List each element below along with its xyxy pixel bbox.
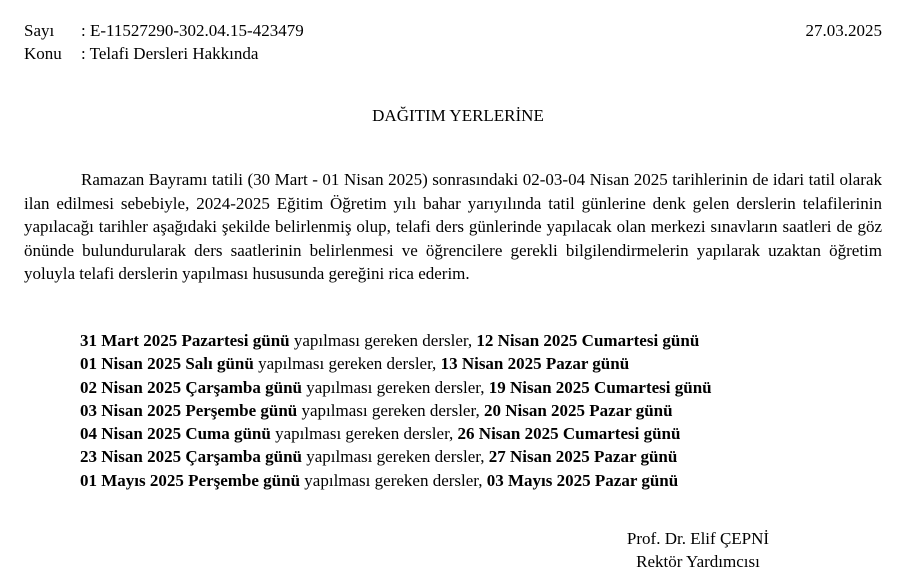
signature-block [600, 527, 796, 573]
reference-number-row [24, 21, 304, 41]
subject-row [24, 44, 258, 64]
recipient-heading: DAĞITIM YERLERİNE [372, 106, 544, 125]
schedule-item: 04 Nisan 2025 Cuma günü yapılması gereken dersler, 26 Nisan 2025 Cumartesi günü [80, 424, 681, 444]
signatory-name: Prof. Dr. Elif ÇEPNİ [626, 529, 770, 548]
schedule-item: 01 Mayıs 2025 Perşembe günü yapılması gereken dersler, 03 Mayıs 2025 Pazar günü [80, 470, 679, 490]
schedule-item: 23 Nisan 2025 Çarşamba günü yapılması gereken dersler, 27 Nisan 2025 Pazar günü [80, 447, 678, 467]
schedule-item: 02 Nisan 2025 Çarşamba günü yapılması gereken dersler, 19 Nisan 2025 Cumartesi günü [80, 377, 712, 397]
document-date: 27.03.2025 [805, 21, 882, 40]
signatory-title: Rektör Yardımcısı [636, 552, 760, 571]
reference-number-value: : E-11527290-302.04.15-423479 [81, 21, 304, 40]
schedule-item: 01 Nisan 2025 Salı günü yapılması gereken dersler, 13 Nisan 2025 Pazar günü [80, 354, 630, 374]
body-paragraph: Ramazan Bayramı tatili (30 Mart - 01 Nisan 2025) sonrasındaki 02-03-04 Nisan 2025 tarihlerinin de idari tatil olarak ilan edilmesi sebebiyle, 2024-2025 Eğitim Öğretim yılı bahar yarıyılında tatil günlerine denk gelen derslerin telafilerinin yapılacağı tarihler aşağıdaki şekilde belirlenmiş olup, telafi ders günlerinde yapılacak olan merkezi sınavların saatleri de göz önünde bulundurularak ders saatlerinin belirlenmesi ve öğrencilere gerekli bilgilendirmelerin yapılarak uzaktan öğretim yoluyla telafi derslerin yapılması hususunda gereğini rica ederim. [24, 170, 882, 284]
reference-number-label: Sayı [24, 21, 55, 40]
makeup-schedule-list [80, 329, 712, 492]
subject-label: Konu [24, 44, 62, 63]
schedule-item: 31 Mart 2025 Pazartesi günü yapılması gereken dersler, 12 Nisan 2025 Cumartesi günü [80, 331, 700, 350]
subject-value: : Telafi Dersleri Hakkında [81, 44, 259, 63]
schedule-item: 03 Nisan 2025 Perşembe günü yapılması gereken dersler, 20 Nisan 2025 Pazar günü [80, 400, 673, 420]
